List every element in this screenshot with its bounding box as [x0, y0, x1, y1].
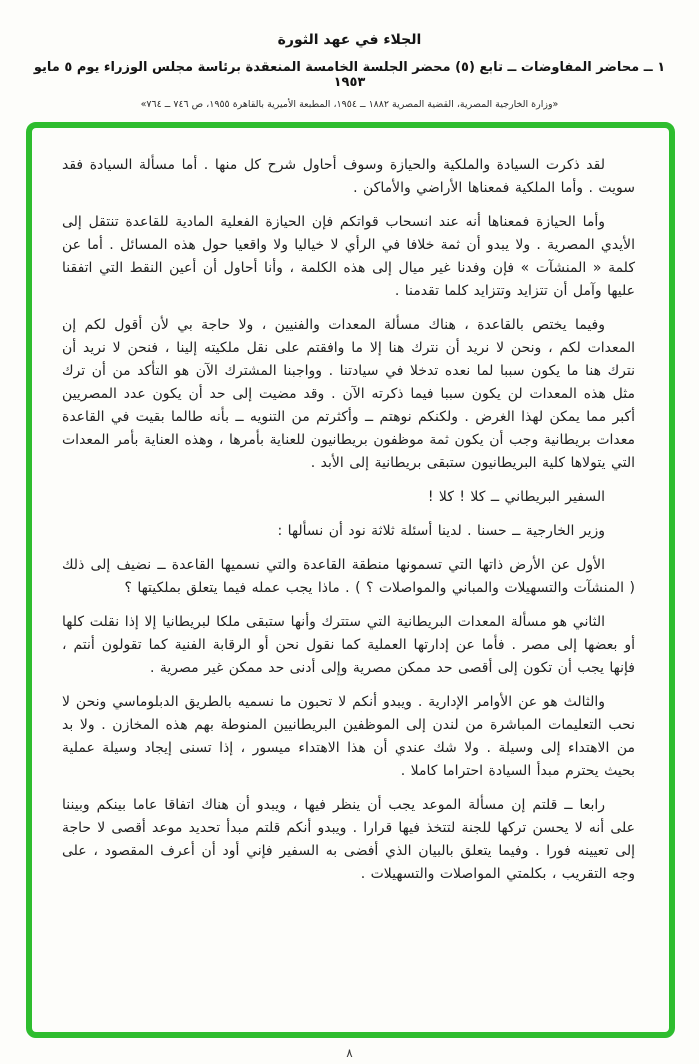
page-header: [0, 0, 699, 110]
paragraph: وفيما يختص بالقاعدة ، هناك مسألة المعدات والفنيين ، ولا حاجة بي لأن أقول لكم إن المعدات لكم ، ونحن لا نريد أن نترك هنا إلا ما وافقتم على نقل ملكيته إلينا ، فنحن لا نريد أن نترك هنا ما يكون سببا لما نعده تدخلا في سيادتنا . وواجبنا المشترك الآن هو التأكد من أن ترك مثل هذه المعدات لن يكون سببا فيما ذكرته الآن . وقد مضيت إلى حد أن يكون عدد المصريين أكبر مما يمكن لهذا الغرض . ولكنكم نوهتم ــ وأكثرتم من التنويه ــ بأنه طالما بقيت في القاعدة معدات بريطانية وجب أن يكون ثمة موظفون بريطانيون للعناية بأمرها ، وهذه العناية بأمر المعدات التي يتولاها كلية البريطانيون ستبقى بريطانية إلى الأبد .: [62, 317, 635, 471]
section-heading: ١ ــ محاضر المفاوضات ــ تابع (٥) محضر الجلسة الخامسة المنعقدة برئاسة مجلس الوزراء يوم ٥ مايو ١٩٥٣: [33, 60, 666, 90]
paragraph: الثاني هو مسألة المعدات البريطانية التي ستترك وأنها ستبقى ملكا لبريطانيا إلا إذا نقلت كلها أو بعضها إلى مصر . فأما عن إدارتها العملية كما نقول نحن أو الرقابة الفنية كما تقولون أنتم ، فإنها يجب أن تكون إلى أقصى حد ممكن مصرية وإلى أدنى حد ممكن غير مصرية .: [62, 614, 635, 676]
paragraph: رابعا ــ قلتم إن مسألة الموعد يجب أن ينظر فيها ، ويبدو أن هناك اتفاقا عاما بينكم وبيننا على أنه لا يحسن تركها للجنة لتتخذ فيها قرارا . ويبدو أنكم قلتم مبدأ تحديد موعد أقصى لا حاجة إلى تعيينه فورا . وفيما يتعلق بالبيان الذي أفضى به السفير فإني أود أن أعرف المقصود ، على وجه التقريب ، بكلمتي المواصلات والتسهيلات .: [62, 797, 635, 882]
page-number: ٨: [346, 1046, 353, 1060]
paragraph: الأول عن الأرض ذاتها التي تسمونها منطقة القاعدة والتي نسميها القاعدة ــ نضيف إلى ذلك ( المنشآت والتسهيلات والمباني والمواصلات ؟ ) . ماذا يجب عمله فيما يتعلق بملكيتها ؟: [62, 557, 635, 596]
dialogue-line-foreign-minister: وزير الخارجية ــ حسنا . لدينا أسئلة ثلاثة نود أن نسألها :: [277, 523, 605, 539]
highlight-annotation-box: [26, 122, 675, 1038]
source-citation: «وزارة الخارجية المصرية، القضية المصرية ١٨٨٢ ــ ١٩٥٤، المطبعة الأميرية بالقاهرة ١٩٥٥، ص ٧٤٦ ــ ٧٦٤»: [140, 99, 559, 110]
paragraph: لقد ذكرت السيادة والملكية والحيازة وسوف أحاول شرح كل منها . أما مسألة السيادة فقد سويت . وأما الملكية فمعناها الأراضي والأماكن .: [62, 157, 635, 196]
dialogue-line-ambassador: السفير البريطاني ــ كلا ! كلا !: [427, 489, 605, 505]
book-title: الجلاء في عهد الثورة: [277, 32, 422, 48]
paragraph: وأما الحيازة فمعناها أنه عند انسحاب قواتكم فإن الحيازة الفعلية المادية للقاعدة تنتقل إلى الأيدي المصرية . ولا يبدو أن ثمة خلافا في الرأي لا خياليا ولا واقعيا حول هذه المسائل . أما عن كلمة « المنشآت » فإن وفدنا غير ميال إلى هذه الكلمة ، وأنا أحاول أن أعين النقط التي اتفقنا عليها وآمل أن تتزايد وتتزايد كلما تقدمنا .: [62, 214, 635, 299]
paragraph: والثالث هو عن الأوامر الإدارية . ويبدو أنكم لا تحبون ما نسميه بالطريق الدبلوماسي ونحن لا نحب التعليمات المباشرة من لندن إلى الموظفين البريطانيين المنوطة بهم هذه المخازن . ولا بد من الاهتداء إلى وسيلة . ولا شك عندي أن هذا الاهتداء ميسور ، إذا تسنى إيجاد وسيلة عملية بحيث يحترم مبدأ السيادة احتراما كاملا .: [62, 694, 635, 779]
